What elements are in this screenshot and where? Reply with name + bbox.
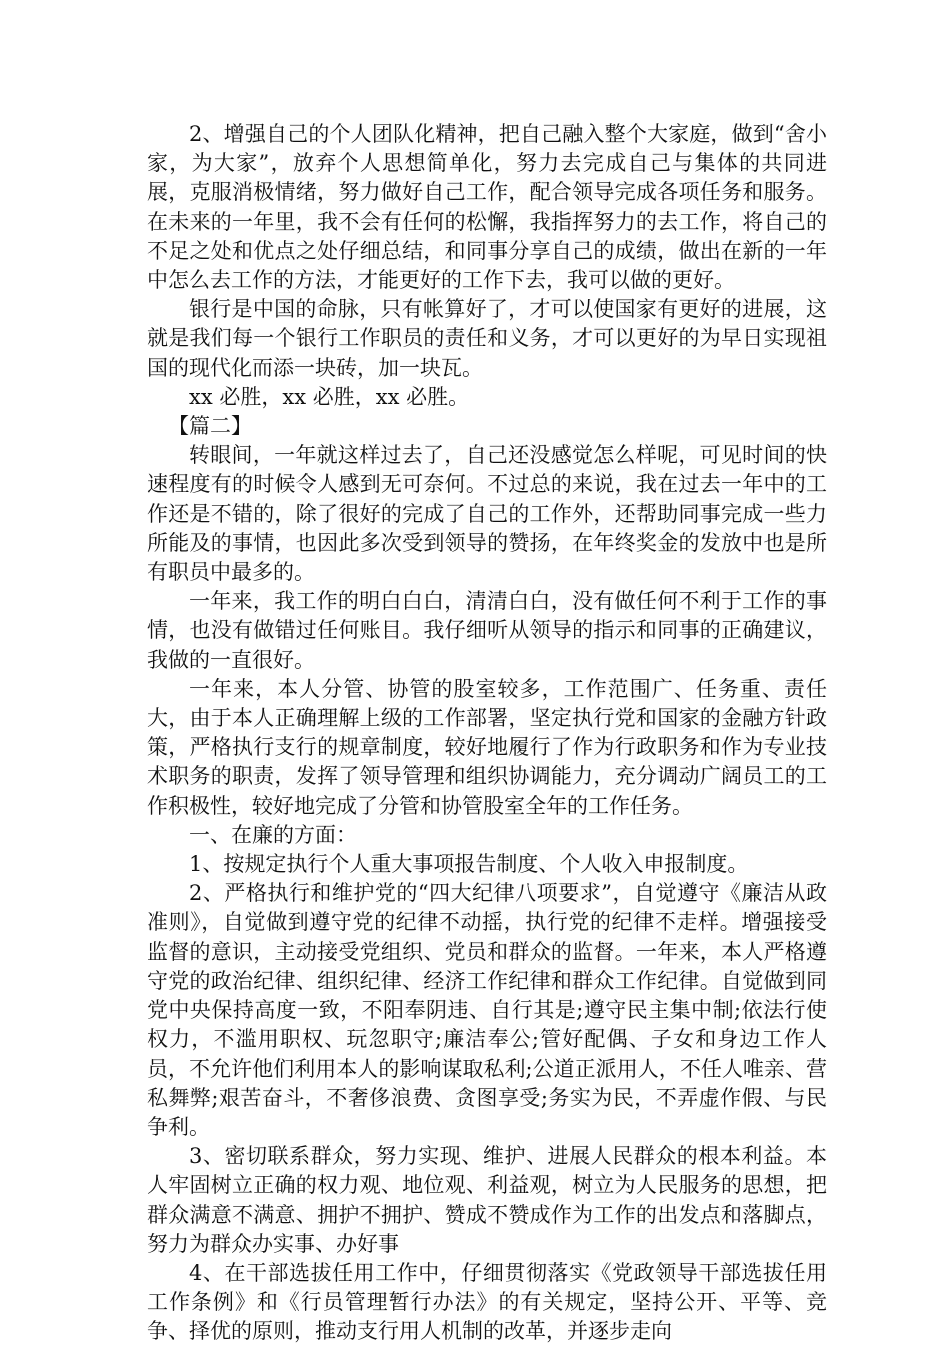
- paragraph-clean-work: 一年来，我工作的明白白白，清清白白，没有做任何不利于工作的事情，也没有做错过任何账目。我仔细听从领导的指示和同事的正确建议，我做的一直很好。: [147, 589, 827, 672]
- section-heading-part-two: 【篇二】: [168, 414, 252, 439]
- list-item-1: 1、按规定执行个人重大事项报告制度、个人收入申报制度。: [189, 852, 749, 877]
- paragraph-duties: 一年来，本人分管、协管的股室较多，工作范围广、任务重、责任大，由于本人正确理解上级的工作部署，坚定执行党和国家的金融方针政策，严格执行支行的规章制度，较好地履行了作为行政职务和作为专业技术职务的职责，发挥了领导管理和组织协调能力，充分调动广阔员工的工作积极性，较好地完成了分管和协管股室全年的工作任务。: [147, 676, 827, 818]
- paragraph-year-review: 转眼间，一年就这样过去了，自己还没感觉怎么样呢，可见时间的快速程度有的时候令人感到无可奈何。不过总的来说，我在过去一年中的工作还是不错的，除了很好的完成了自己的工作外，还帮助同事完成一些力所能及的事情，也因此多次受到领导的赞扬，在年终奖金的发放中也是所有职员中最多的。: [147, 443, 827, 585]
- subheading-integrity: 一、在廉的方面：: [189, 822, 357, 847]
- list-item-4: 4、在干部选拔任用工作中，仔细贯彻落实《党政领导干部选拔任用工作条例》和《行员管理暂行办法》的有关规定，坚持公开、平等、竞争、择优的原则，推动支行用人机制的改革，并逐步走向: [147, 1260, 827, 1344]
- paragraph-slogan: xx 必胜，xx 必胜，xx 必胜。: [189, 384, 470, 409]
- paragraph-bank-lifeline: 银行是中国的命脉，只有帐算好了，才可以使国家有更好的进展，这就是我们每一个银行工作职员的责任和义务，才可以更好的为早日实现祖国的现代化而添一块砖，加一块瓦。: [147, 297, 827, 380]
- list-item-3: 3、密切联系群众，努力实现、维护、进展人民群众的根本利益。本人牢固树立正确的权力观、地位观、利益观，树立为人民服务的思想，把群众满意不满意、拥护不拥护、赞成不赞成作为工作的出发点和落脚点，努力为群众办实事、办好事: [147, 1144, 827, 1256]
- list-item-2: 2、严格执行和维护党的“四大纪律八项要求”，自觉遵守《廉洁从政准则》，自觉做到遵守党的纪律不动摇，执行党的纪律不走样。增强接受监督的意识，主动接受党组织、党员和群众的监督。一年来，本人严格遵守党的政治纪律、组织纪律、经济工作纪律和群众工作纪律。自觉做到同党中央保持高度一致，不阳奉阴违、自行其是;遵守民主集中制;依法行使权力，不滥用职权、玩忽职守;廉洁奉公;管好配偶、子女和身边工作人员，不允许他们利用本人的影响谋取私利;公道正派用人，不任人唯亲、营私舞弊;艰苦奋斗，不奢侈浪费、贪图享受;务实为民，不弄虚作假、与民争利。: [147, 881, 827, 1139]
- document-page: [147, 120, 827, 1347]
- paragraph-teamwork: 2、增强自己的个人团队化精神，把自己融入整个大家庭，做到“舍小家，为大家”，放弃个人思想简单化，努力去完成自己与集体的共同进展，克服消极情绪，努力做好自己工作，配合领导完成各项任务和服务。在未来的一年里，我不会有任何的松懈，我指挥努力的去工作，将自己的不足之处和优点之处仔细总结，和同事分享自己的成绩，做出在新的一年中怎么去工作的方法，才能更好的工作下去，我可以做的更好。: [147, 122, 827, 293]
